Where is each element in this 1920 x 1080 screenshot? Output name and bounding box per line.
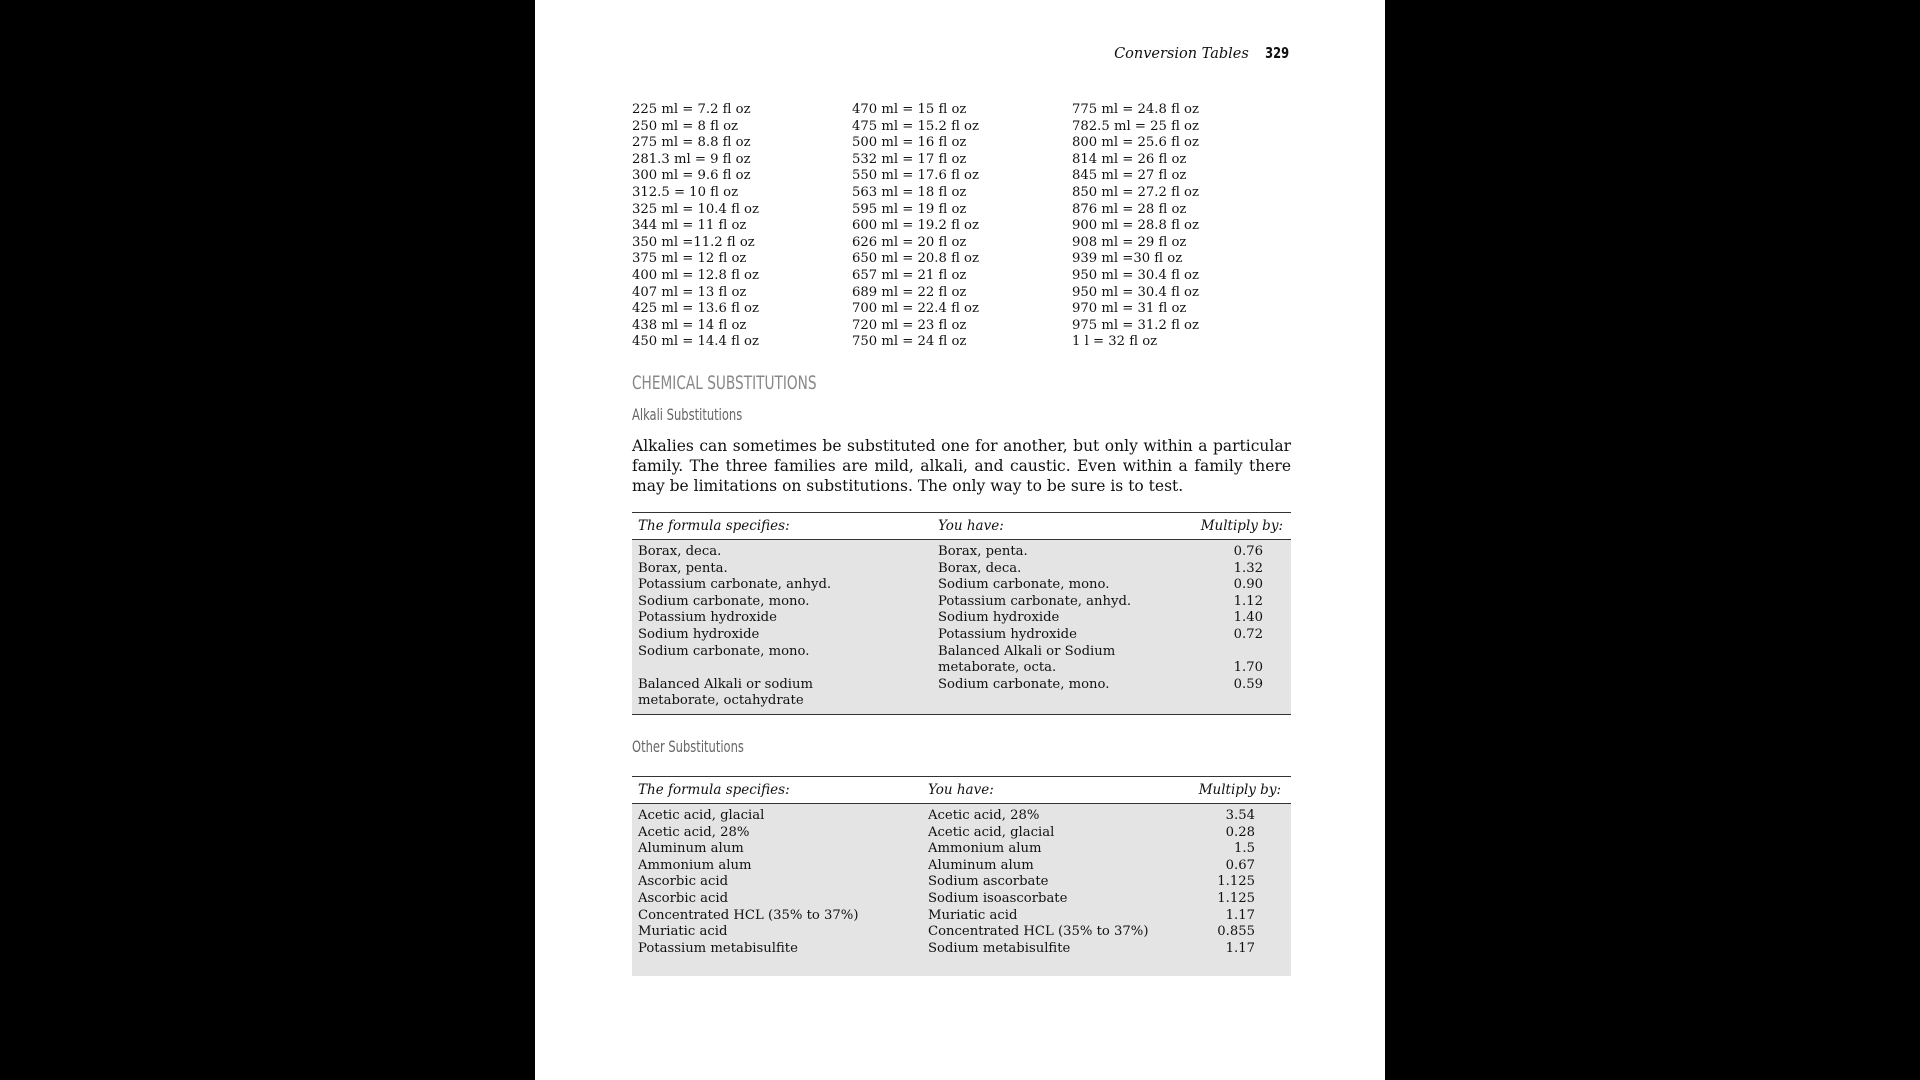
header-formula-specifies: The formula specifies: [638,518,790,534]
multiplier-cell: 0.76 [1233,544,1263,559]
volume-conversion-table [632,102,1292,351]
formula-specifies-cell: Balanced Alkali or sodium metaborate, octahydrate [638,676,813,709]
conversion-entry: 900 ml = 28.8 fl oz [1072,218,1199,234]
you-have-cell: Sodium isoascorbate [928,890,1068,906]
conversion-entry: 450 ml = 14.4 fl oz [632,334,759,350]
you-have-cell: Sodium hydroxide [938,610,1060,626]
table-row [632,577,1291,594]
conversion-entry: 689 ml = 22 fl oz [852,284,967,300]
conversion-entry: 876 ml = 28 fl oz [1072,201,1187,217]
header-you-have: You have: [928,782,994,798]
table-row [632,544,1291,561]
conversion-entry: 970 ml = 31 fl oz [1072,301,1187,317]
you-have-cell: Ammonium alum [928,841,1042,857]
you-have-cell: Balanced Alkali or Sodium metaborate, octa. [938,643,1116,676]
alkali-heading: Alkali Substitutions [632,405,743,424]
conversion-entry: 400 ml = 12.8 fl oz [632,267,759,283]
conversion-entry: 275 ml = 8.8 fl oz [632,135,751,151]
multiplier-cell: 1.125 [1217,890,1255,906]
multiplier-cell: 1.17 [1225,907,1255,923]
table-row [632,825,1291,842]
formula-specifies-cell: Borax, deca. [638,544,722,559]
conversion-entry: 500 ml = 16 fl oz [852,135,967,151]
multiplier-cell: 0.72 [1233,626,1263,642]
section-title: CHEMICAL SUBSTITUTIONS [632,372,817,394]
conversion-entry: 850 ml = 27.2 fl oz [1072,184,1199,200]
table-row [632,627,1291,644]
multiplier-cell: 1.17 [1225,940,1255,956]
you-have-cell: Potassium carbonate, anhyd. [938,593,1132,609]
running-head-title: Conversion Tables [1114,46,1249,62]
conversion-entry: 425 ml = 13.6 fl oz [632,301,759,317]
multiplier-cell: 1.5 [1234,841,1255,857]
multiplier-cell: 0.855 [1217,924,1255,940]
conversion-entry: 975 ml = 31.2 fl oz [1072,317,1199,333]
table-row [632,644,1291,677]
conversion-entry: 250 ml = 8 fl oz [632,118,738,134]
multiplier-cell: 1.40 [1233,610,1263,626]
formula-specifies-cell: Muriatic acid [638,924,728,940]
conversion-entry: 814 ml = 26 fl oz [1072,151,1187,167]
conversion-entry: 563 ml = 18 fl oz [852,184,967,200]
conversion-entry: 550 ml = 17.6 fl oz [852,168,979,184]
conversion-entry: 350 ml =11.2 fl oz [632,234,755,250]
multiplier-cell: 1.12 [1233,593,1263,609]
conversion-entry: 475 ml = 15.2 fl oz [852,118,979,134]
header-multiply-by: Multiply by: [1200,518,1283,534]
table-row [632,610,1291,627]
formula-specifies-cell: Sodium carbonate, mono. [638,643,810,659]
formula-specifies-cell: Borax, penta. [638,560,728,576]
you-have-cell: Sodium carbonate, mono. [938,577,1110,593]
you-have-cell: Borax, deca. [938,560,1022,576]
other-substitution-table [632,776,1291,976]
multiplier-cell: 0.59 [1233,676,1263,692]
conversion-entry: 375 ml = 12 fl oz [632,251,747,267]
table-row [632,858,1291,875]
table-body [632,804,1291,976]
you-have-cell: Sodium carbonate, mono. [938,676,1110,692]
formula-specifies-cell: Ammonium alum [638,857,752,873]
table-row [632,677,1291,710]
conversion-column-1 [632,102,852,351]
formula-specifies-cell: Sodium carbonate, mono. [638,593,810,609]
table-row [632,924,1291,941]
conversion-entry: 532 ml = 17 fl oz [852,151,967,167]
conversion-entry: 775 ml = 24.8 fl oz [1072,102,1199,117]
header-you-have: You have: [938,518,1004,534]
conversion-entry: 344 ml = 11 fl oz [632,218,747,234]
other-heading: Other Substitutions [632,737,744,756]
conversion-entry: 225 ml = 7.2 fl oz [632,102,751,117]
conversion-entry: 908 ml = 29 fl oz [1072,234,1187,250]
header-formula-specifies: The formula specifies: [638,782,790,798]
formula-specifies-cell: Acetic acid, 28% [638,824,750,840]
alkali-paragraph: Alkalies can sometimes be substituted one for another, but only within a particular family. The three families are mild, alkali, and caustic. Even within a family there may be limitations on substitutions. The only way to be sure is to test. [632,437,1291,495]
conversion-entry: 950 ml = 30.4 fl oz [1072,284,1199,300]
header-multiply-by: Multiply by: [1198,782,1281,798]
formula-specifies-cell: Ascorbic acid [638,890,729,906]
conversion-entry: 470 ml = 15 fl oz [852,102,967,117]
alkali-substitution-table [632,512,1291,715]
multiplier-cell: 1.70 [1233,660,1263,676]
multiplier-cell: 0.28 [1225,824,1255,840]
formula-specifies-cell: Acetic acid, glacial [638,808,765,823]
conversion-entry: 939 ml =30 fl oz [1072,251,1183,267]
table-row [632,841,1291,858]
conversion-entry: 950 ml = 30.4 fl oz [1072,267,1199,283]
conversion-entry: 595 ml = 19 fl oz [852,201,967,217]
conversion-entry: 657 ml = 21 fl oz [852,267,967,283]
formula-specifies-cell: Potassium metabisulfite [638,940,798,956]
conversion-entry: 325 ml = 10.4 fl oz [632,201,759,217]
table-row [632,891,1291,908]
running-head [1114,44,1291,62]
formula-specifies-cell: Concentrated HCL (35% to 37%) [638,907,859,923]
multiplier-cell: 1.32 [1233,560,1263,576]
you-have-cell: Aluminum alum [928,857,1034,873]
conversion-entry: 700 ml = 22.4 fl oz [852,301,979,317]
formula-specifies-cell: Sodium hydroxide [638,626,760,642]
you-have-cell: Acetic acid, glacial [928,824,1055,840]
conversion-entry: 312.5 = 10 fl oz [632,184,739,200]
conversion-entry: 782.5 ml = 25 fl oz [1072,118,1199,134]
conversion-entry: 281.3 ml = 9 fl oz [632,151,751,167]
you-have-cell: Concentrated HCL (35% to 37%) [928,924,1149,940]
conversion-entry: 845 ml = 27 fl oz [1072,168,1187,184]
conversion-entry: 600 ml = 19.2 fl oz [852,218,979,234]
formula-specifies-cell: Aluminum alum [638,841,744,857]
conversion-entry: 407 ml = 13 fl oz [632,284,747,300]
conversion-column-2 [852,102,1072,351]
page-number: 329 [1264,44,1289,62]
you-have-cell: Borax, penta. [938,544,1028,559]
conversion-entry: 438 ml = 14 fl oz [632,317,747,333]
table-header [632,776,1291,804]
formula-specifies-cell: Potassium carbonate, anhyd. [638,577,832,593]
conversion-entry: 750 ml = 24 fl oz [852,334,967,350]
conversion-entry: 720 ml = 23 fl oz [852,317,967,333]
you-have-cell: Muriatic acid [928,907,1018,923]
book-page [535,0,1385,1080]
conversion-entry: 1 l = 32 fl oz [1072,334,1158,350]
multiplier-cell: 3.54 [1225,808,1255,823]
formula-specifies-cell: Potassium hydroxide [638,610,777,626]
multiplier-cell: 0.90 [1233,577,1263,593]
conversion-column-3 [1072,102,1292,351]
table-row [632,808,1291,825]
table-row [632,908,1291,925]
table-body [632,540,1291,715]
table-row [632,941,1291,958]
formula-specifies-cell: Ascorbic acid [638,874,729,890]
multiplier-cell: 1.125 [1217,874,1255,890]
conversion-entry: 626 ml = 20 fl oz [852,234,967,250]
table-row [632,874,1291,891]
table-row [632,594,1291,611]
conversion-entry: 800 ml = 25.6 fl oz [1072,135,1199,151]
you-have-cell: Sodium ascorbate [928,874,1049,890]
you-have-cell: Sodium metabisulfite [928,940,1071,956]
table-header [632,512,1291,540]
conversion-entry: 300 ml = 9.6 fl oz [632,168,751,184]
table-row [632,561,1291,578]
you-have-cell: Acetic acid, 28% [928,808,1040,823]
multiplier-cell: 0.67 [1225,857,1255,873]
conversion-entry: 650 ml = 20.8 fl oz [852,251,979,267]
you-have-cell: Potassium hydroxide [938,626,1077,642]
